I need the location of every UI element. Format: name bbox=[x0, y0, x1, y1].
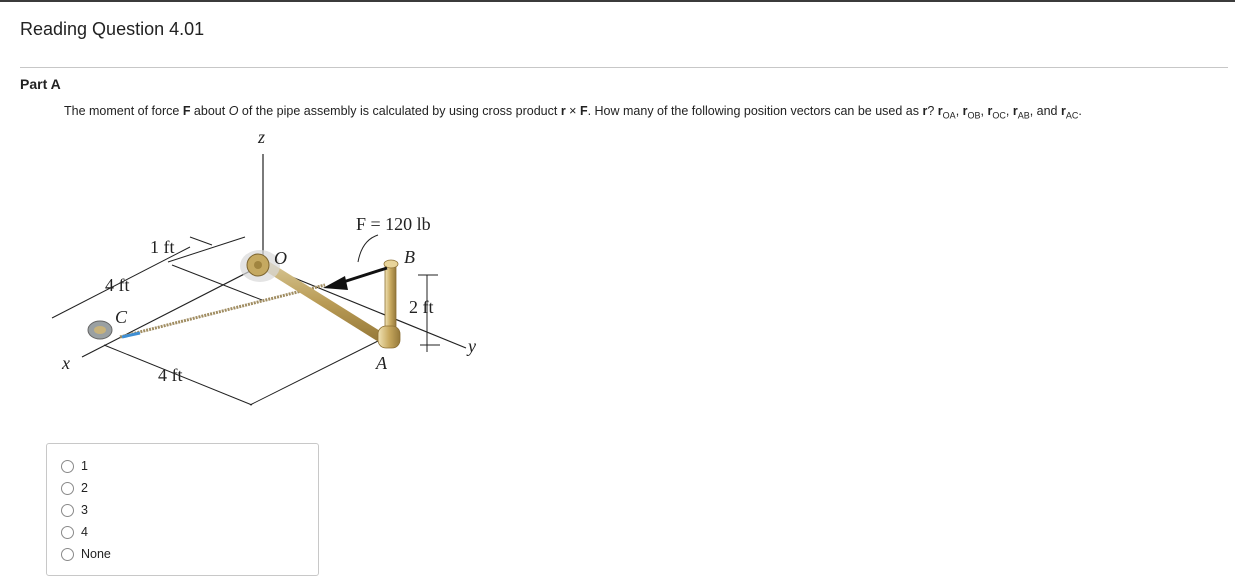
dim-1ft-label: 1 ft bbox=[150, 237, 175, 257]
option-label: 1 bbox=[81, 459, 88, 473]
answer-choices bbox=[46, 443, 319, 576]
rope-c-to-force bbox=[120, 285, 325, 337]
option-label: None bbox=[81, 547, 111, 561]
point-c-label: C bbox=[115, 307, 128, 327]
dim-2ft-label: 2 ft bbox=[409, 297, 434, 317]
page-title: Reading Question 4.01 bbox=[20, 19, 205, 39]
option-2[interactable] bbox=[61, 478, 88, 498]
force-arrow-shaft bbox=[340, 268, 387, 283]
dim-line-ext-2 bbox=[250, 340, 380, 405]
vector-roc: $r_{OC}$ bbox=[987, 104, 1006, 121]
question-text: The moment of force F about O of the pipe assembly is calculated by using cross product r × F. How many of the following position vectors can be used as r? $r_{OA}$, $r_{OB}$, $r_{OC}$, $r_{AB}$, and $r_{AC}$. bbox=[64, 104, 1082, 121]
dim-4ft-bottom-label: 4 ft bbox=[158, 365, 183, 385]
point-a-label: A bbox=[376, 353, 387, 373]
vector-rac: $r_{AC}$ bbox=[1060, 104, 1079, 121]
radio-button[interactable] bbox=[61, 460, 74, 473]
rope-blue-tip bbox=[122, 333, 140, 337]
option-label: 4 bbox=[81, 525, 88, 539]
vector-rab: $r_{AB}$ bbox=[1012, 104, 1030, 121]
option-4[interactable] bbox=[61, 522, 88, 542]
dim-line-1ft-ext bbox=[190, 237, 212, 245]
radio-button[interactable] bbox=[61, 504, 74, 517]
option-label: 3 bbox=[81, 503, 88, 517]
option-none[interactable] bbox=[61, 544, 111, 564]
option-3[interactable] bbox=[61, 500, 88, 520]
part-label: Part A bbox=[20, 76, 61, 92]
force-label: F = 120 lb bbox=[356, 214, 431, 234]
top-border bbox=[0, 0, 1235, 2]
option-1[interactable] bbox=[61, 456, 88, 476]
vector-roa: $r_{OA}$ bbox=[937, 104, 956, 121]
x-axis-label: x bbox=[62, 353, 70, 373]
radio-button[interactable] bbox=[61, 548, 74, 561]
radio-button[interactable] bbox=[61, 482, 74, 495]
pipe-assembly-figure bbox=[40, 126, 500, 416]
force-leader bbox=[358, 235, 378, 262]
point-b-label: B bbox=[404, 247, 415, 267]
point-o-label: O bbox=[274, 248, 287, 268]
z-axis-label: z bbox=[258, 127, 266, 147]
radio-button[interactable] bbox=[61, 526, 74, 539]
title-divider bbox=[20, 67, 1228, 68]
pipe-elbow-a bbox=[378, 326, 400, 348]
option-label: 2 bbox=[81, 481, 88, 495]
dim-line-1ft bbox=[168, 237, 245, 262]
dim-4ft-left-label: 4 ft bbox=[105, 275, 130, 295]
vector-rob: $r_{OB}$ bbox=[962, 104, 981, 121]
force-arrow-head bbox=[323, 276, 348, 290]
y-axis-label: y bbox=[468, 336, 476, 356]
